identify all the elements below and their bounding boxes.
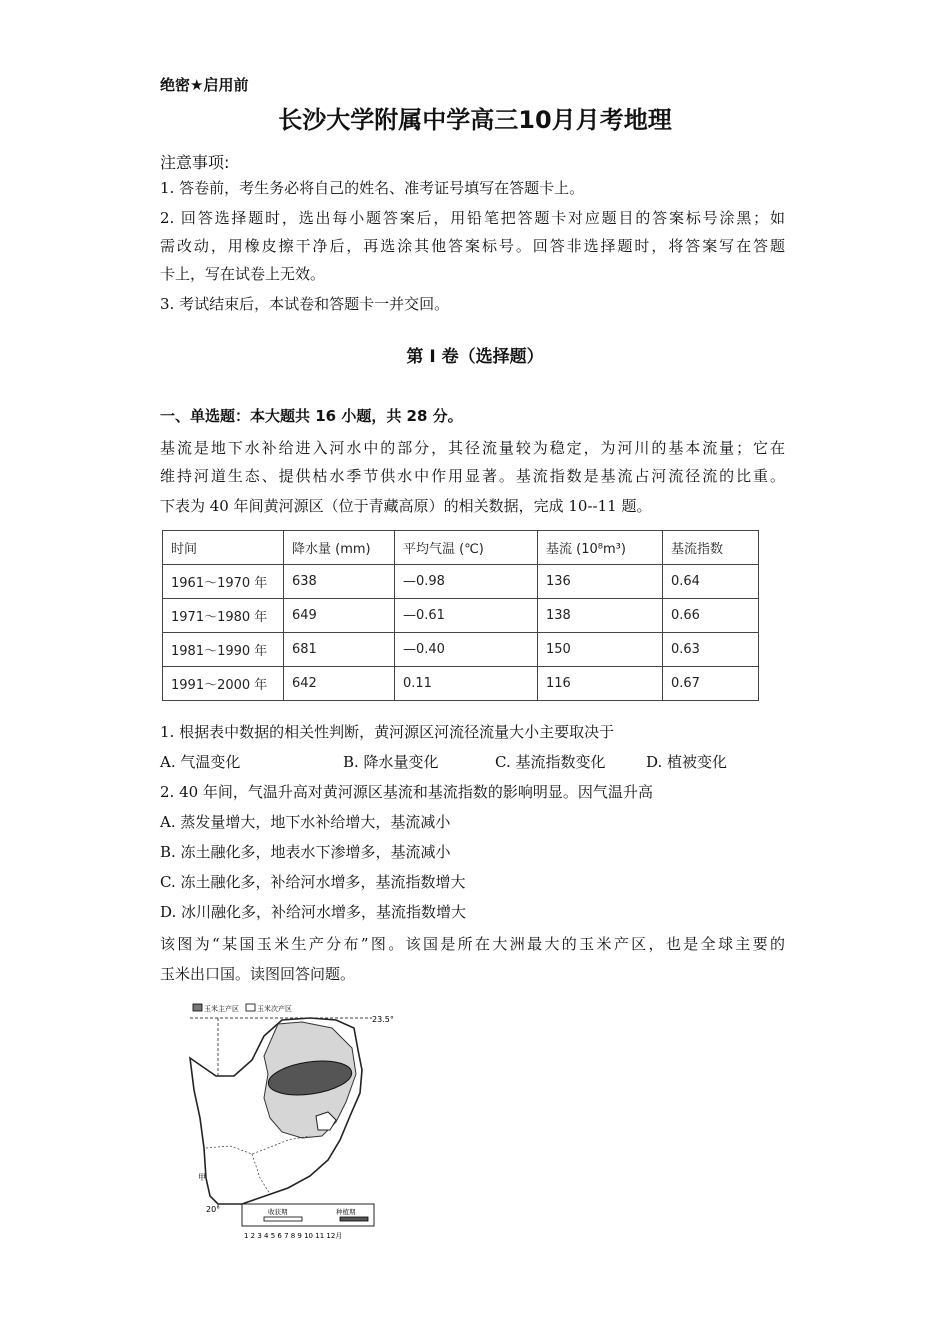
legend-main-swatch (193, 1004, 202, 1011)
table-cell: 138 (538, 599, 663, 633)
table-cell: 116 (538, 667, 663, 701)
table-cell: 681 (284, 633, 395, 667)
notice-heading: 注意事项: (160, 153, 230, 172)
table-row (163, 633, 759, 667)
table-cell: 1991～2000 年 (163, 667, 284, 701)
table-cell: 0.67 (663, 667, 759, 701)
legend-sub-swatch (246, 1004, 255, 1011)
table-header-cell: 时间 (163, 531, 284, 565)
section-title: 第 I 卷（选择题） (406, 347, 544, 367)
notice-item-2-line-1: 2. 回答选择题时，选出每小题答案后，用铅笔把答题卡对应题目的答案标号涂黑；如 (160, 209, 785, 227)
legend-main-label: 玉米主产区 (204, 1005, 239, 1013)
table-row (163, 599, 759, 633)
table-cell: —0.98 (395, 565, 538, 599)
table-cell: 0.66 (663, 599, 759, 633)
q1-options (160, 748, 800, 776)
table-row (163, 667, 759, 701)
table-cell: 0.63 (663, 633, 759, 667)
latitude-label: 23.5° (372, 1015, 394, 1024)
table-cell: —0.40 (395, 633, 538, 667)
sowing-label: 种植期 (336, 1208, 356, 1216)
table-header-cell: 降水量 (mm) (284, 531, 395, 565)
passage2-line-2: 玉米出口国。读图回答问题。 (160, 965, 356, 983)
passage1-line-2: 维持河道生态、提供枯水季节供水中作用显著。基流指数是基流占河流径流的比重。 (160, 467, 785, 485)
q2-option-d[interactable]: D. 冰川融化多，补给河水增多，基流指数增大 (160, 903, 467, 921)
month-scale: 1 2 3 4 5 6 7 8 9 10 11 12月 (244, 1232, 343, 1240)
q1-option-d[interactable]: D. 植被变化 (646, 753, 728, 771)
table-cell: 136 (538, 565, 663, 599)
table-cell: —0.61 (395, 599, 538, 633)
q1-option-c[interactable]: C. 基流指数变化 (495, 753, 606, 771)
longitude-label: 20° (206, 1205, 221, 1214)
notice-item-2-line-2: 需改动，用橡皮擦干净后，再选涂其他答案标号。回答非选择题时，将答案写在答题 (160, 237, 785, 255)
notice-item-3: 3. 考试结束后，本试卷和答题卡一并交回。 (160, 295, 450, 313)
exam-title: 长沙大学附属中学高三10月月考地理 (278, 106, 672, 134)
legend-sub-label: 玉米次产区 (257, 1005, 292, 1013)
table-cell: 1961～1970 年 (163, 565, 284, 599)
table-cell: 0.11 (395, 667, 538, 701)
q1-option-a[interactable]: A. 气温变化 (160, 753, 241, 771)
table-cell: 1981～1990 年 (163, 633, 284, 667)
passage1-line-3: 下表为 40 年间黄河源区（位于青藏高原）的相关数据，完成 10--11 题。 (160, 497, 652, 515)
q2-option-b[interactable]: B. 冻土融化多，地表水下渗增多，基流减小 (160, 843, 451, 861)
confidential-mark: 绝密★启用前 (160, 76, 249, 94)
table-cell: 0.64 (663, 565, 759, 599)
table-row (163, 565, 759, 599)
table-cell: 1971～1980 年 (163, 599, 284, 633)
q1-stem: 1. 根据表中数据的相关性判断，黄河源区河流径流量大小主要取决于 (160, 723, 615, 741)
notice-item-1: 1. 答卷前，考生务必将自己的姓名、准考证号填写在答题卡上。 (160, 179, 585, 197)
harvest-bar (264, 1217, 302, 1221)
table-cell: 649 (284, 599, 395, 633)
q2-option-c[interactable]: C. 冻土融化多，补给河水增多，基流指数增大 (160, 873, 466, 891)
place-label: 甲 (198, 1173, 206, 1182)
q1-option-b[interactable]: B. 降水量变化 (343, 753, 439, 771)
q2-stem: 2. 40 年间，气温升高对黄河源区基流和基流指数的影响明显。因气温升高 (160, 783, 653, 801)
sowing-bar (340, 1217, 368, 1221)
corn-distribution-map (160, 998, 394, 1243)
table-header-cell: 基流指数 (663, 531, 759, 565)
passage2-line-1: 该图为“某国玉米生产分布”图。该国是所在大洲最大的玉米产区，也是全球主要的 (160, 935, 785, 953)
harvest-label: 收获期 (268, 1208, 288, 1216)
passage1-line-1: 基流是地下水补给进入河水中的部分，其径流量较为稳定，为河川的基本流量；它在 (160, 439, 785, 457)
table-header-cell: 平均气温 (℃) (395, 531, 538, 565)
data-table (162, 530, 759, 701)
notice-item-2-line-3: 卡上，写在试卷上无效。 (160, 265, 326, 283)
table-cell: 642 (284, 667, 395, 701)
table-cell: 150 (538, 633, 663, 667)
q2-option-a[interactable]: A. 蒸发量增大，地下水补给增大，基流减小 (160, 813, 451, 831)
table-header-cell: 基流 (10⁸m³) (538, 531, 663, 565)
table-cell: 638 (284, 565, 395, 599)
table-header-row (163, 531, 759, 565)
part-heading: 一、单选题：本大题共 16 小题，共 28 分。 (160, 407, 463, 425)
